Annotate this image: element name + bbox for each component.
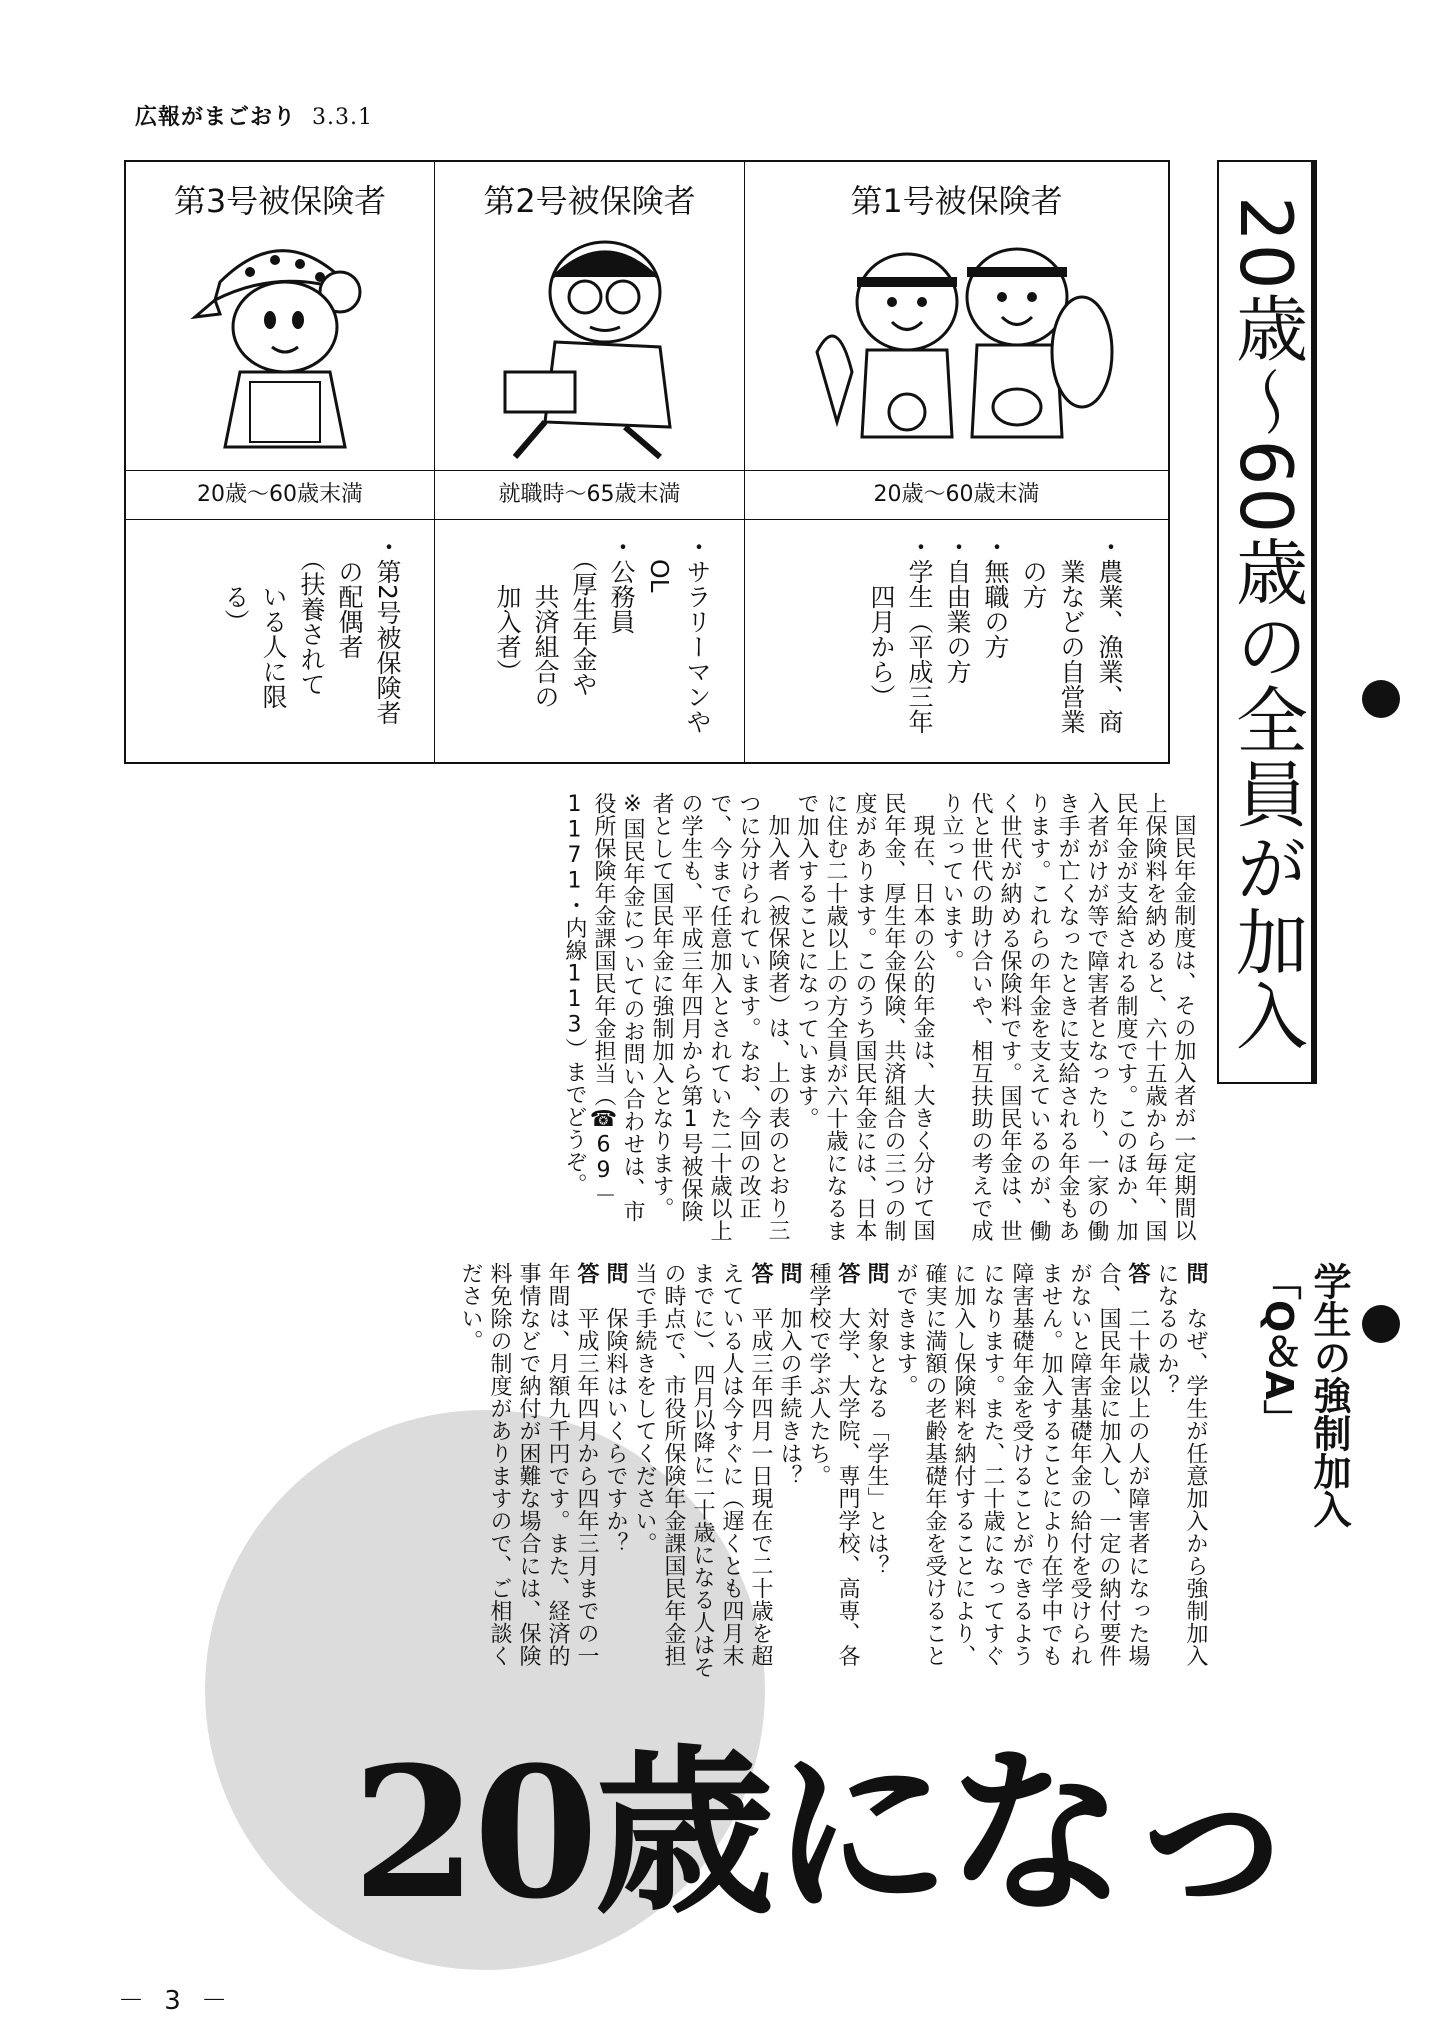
question-label: 問 <box>864 1262 889 1285</box>
publication-name: 広報がまごおり <box>135 105 297 130</box>
answer-text: 二十歳以上の人が障害者になった場合、国民年金に加入し、一定の納付要件がないと障害基礎年金の給付を受けられません。加入することにより在学中でも障害基礎年金を受けることができるようになります。また、二十歳になってすぐに加入し保険料を納付することにより、確実に満額の老齢基礎年金を受けることができます。 <box>893 1262 1150 1667</box>
member-line: 業などの自営業 <box>1057 534 1086 734</box>
member-line: 四月から） <box>867 534 896 709</box>
page-number: － 3 － <box>118 1986 234 2016</box>
member-line: の方 <box>1019 534 1048 609</box>
age-range: 就職時～65歳末満 <box>435 470 744 520</box>
farmer-fisherman-illustration-icon <box>797 222 1117 462</box>
table-column-category-3 <box>126 162 434 762</box>
answer-label: 答 <box>748 1262 773 1285</box>
category-title: 第2号被保険者 <box>483 182 696 220</box>
main-title: 20歳～60歳の全員が加入 <box>1224 196 1308 1054</box>
member-line: ・学生（平成三年 <box>905 534 934 734</box>
question-text: 加入の手続きは？ <box>777 1307 802 1487</box>
qa-question <box>775 1262 804 1682</box>
member-line: 加入者） <box>493 534 522 684</box>
big-heading: 20歳になっ <box>352 1728 1299 1939</box>
qa-question <box>1152 1262 1210 1682</box>
qa-answer <box>891 1262 1152 1682</box>
question-text: なぜ、学生が任意加入から強制加入になるのか？ <box>1154 1262 1208 1667</box>
answer-text: 平成三年四月から四年三月までの一年間は、月額九千円です。また、経済的事情などで納付が困難な場合には、保険料免除の制度がありますので、ご相談ください。 <box>458 1262 599 1667</box>
qa-title <box>1254 1262 1354 1528</box>
qa-answer <box>630 1262 775 1682</box>
question-text: 対象となる「学生」とは？ <box>864 1307 889 1577</box>
member-list <box>216 534 406 754</box>
bullet-dot-icon <box>1362 1305 1400 1343</box>
member-line: OL <box>645 534 674 593</box>
question-text: 保険料はいくらですか？ <box>603 1307 628 1555</box>
insured-categories-table <box>124 160 1170 764</box>
age-range: 20歳～60歳末満 <box>745 470 1168 520</box>
article-paragraph: ※国民年金についてのお問い合わせは、市役所保険年金課国民年金担当（☎69－1171・内線113）までどうぞ。 <box>562 792 645 1223</box>
upper-article <box>130 792 1198 1242</box>
qa-answer <box>804 1262 862 1682</box>
member-line: ・第2号被保険者 <box>373 534 402 725</box>
answer-label: 答 <box>574 1262 599 1285</box>
bullet-dot-icon <box>1362 680 1400 718</box>
member-line: 共済組合の <box>531 534 560 709</box>
member-line: ・公務員 <box>607 534 636 634</box>
qa-question <box>862 1262 891 1682</box>
member-list <box>862 534 1128 754</box>
housewife-illustration-icon <box>180 222 380 462</box>
question-label: 問 <box>603 1262 628 1285</box>
category-title: 第3号被保険者 <box>173 182 387 220</box>
qa-section <box>130 1262 1210 1682</box>
article-paragraph: 現在、日本の公的年金は、大きく分けて国民年金、厚生年金保険、共済組合の三つの制度があります。このうち国民年金には、日本に住む二十歳以上の方全員が六十歳になるまで加入することになっています。 <box>794 792 935 1242</box>
answer-text: 平成三年四月一日現在で二十歳を超えている人は今すぐに（遅くとも四月末までに）、四月以降に二十歳になる人はその時点で、市役所保険年金課国民年金担当で手続きをしてください。 <box>632 1262 773 1679</box>
member-line: る） <box>221 534 250 634</box>
category-title: 第1号被保険者 <box>850 182 1063 220</box>
member-line: ・自由業の方 <box>943 534 972 684</box>
member-line: の配偶者 <box>335 534 364 659</box>
member-list <box>488 534 716 754</box>
member-line: ・農業、漁業、商 <box>1095 534 1124 734</box>
qa-answer <box>456 1262 601 1682</box>
question-label: 問 <box>777 1262 802 1285</box>
answer-label: 答 <box>1125 1262 1150 1285</box>
answer-label: 答 <box>835 1262 860 1285</box>
member-line: ・無職の方 <box>981 534 1010 659</box>
question-label: 問 <box>1183 1262 1208 1285</box>
article-paragraph: 国民年金制度は、その加入者が一定期間以上保険料を納めると、六十五歳から毎年、国民年金が支給される制度です。このほか、加入者がけが等で障害者となったり、一家の働き手が亡くなったときに支給される年金もあります。これらの年金を支えているのが、働く世代が納める保険料です。国民年金は、世代と世代の助け合いや、相互扶助の考えで成り立っています。 <box>939 792 1196 1242</box>
age-range: 20歳～60歳末満 <box>126 470 434 520</box>
page-header <box>135 100 373 131</box>
member-line: ・サラリーマンや <box>683 534 712 734</box>
table-column-category-2 <box>434 162 744 762</box>
table-column-category-1 <box>744 162 1168 762</box>
member-line: いる人に限 <box>259 534 288 709</box>
member-line: （扶養されて <box>297 534 326 697</box>
qa-title-line: 「Q＆A」 <box>1257 1262 1301 1438</box>
qa-question <box>601 1262 630 1682</box>
qa-title-line: 学生の強制加入 <box>1307 1262 1351 1528</box>
answer-text: 大学、大学院、専門学校、高専、各種学校で学ぶ人たち。 <box>806 1262 860 1667</box>
article-paragraph: 加入者（被保険者）は、上の表のとおり三つに分けられています。なお、今回の改正で、今まで任意加入とされていた二十歳以上の学生も、平成三年四月から第1号被保険者として国民年金に強制加入となります。 <box>649 792 790 1242</box>
salaryman-illustration-icon <box>485 222 695 462</box>
issue-date: 3.3.1 <box>312 105 373 130</box>
member-line: （厚生年金や <box>569 534 598 697</box>
